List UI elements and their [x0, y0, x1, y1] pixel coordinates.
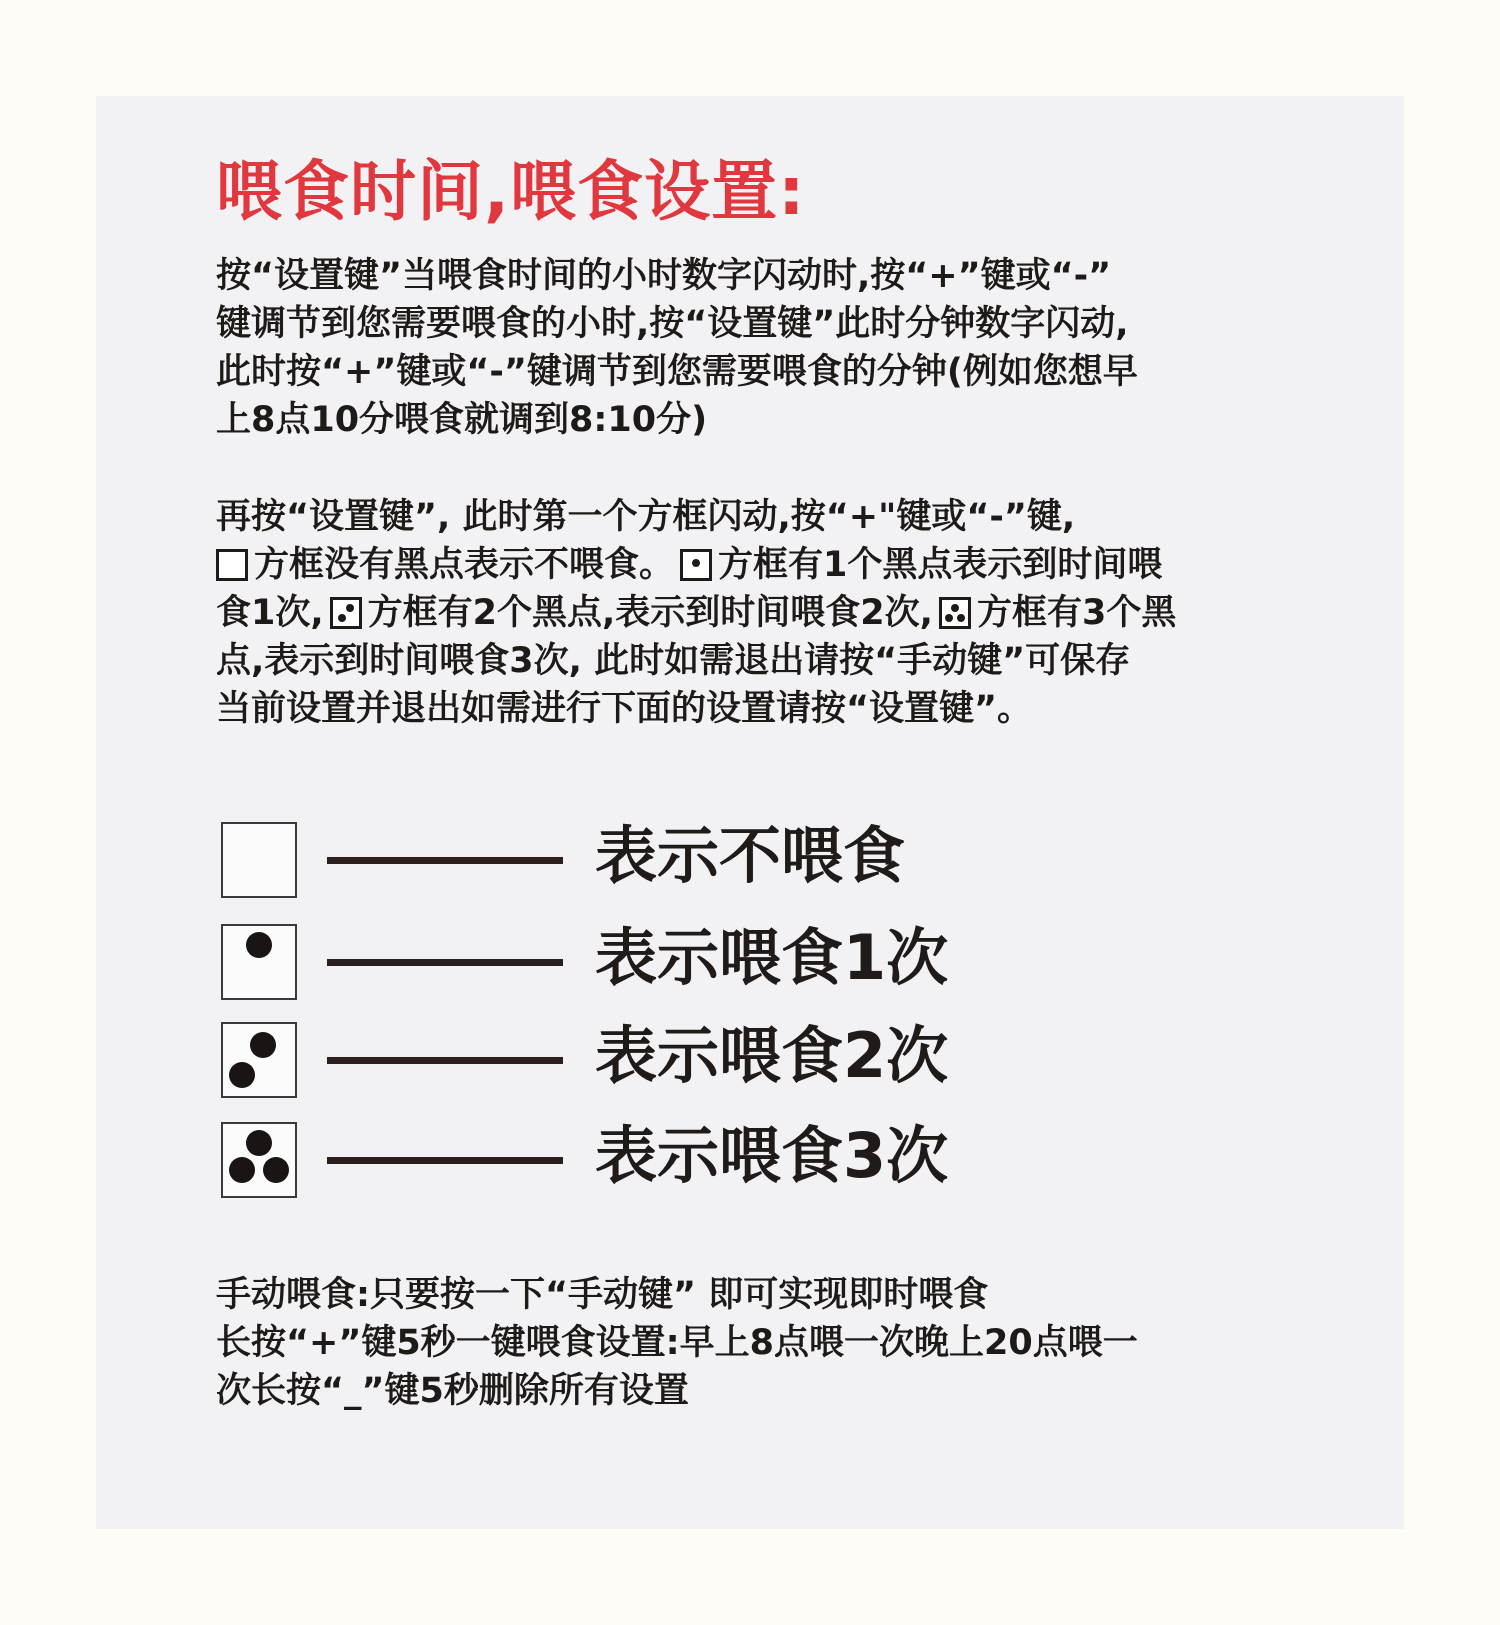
- legend-row-feed-twice: [221, 1019, 1121, 1098]
- legend-connector-line: [327, 857, 563, 864]
- legend-row-feed-once: [221, 921, 1121, 1000]
- one-dot-box-icon: [221, 924, 297, 1000]
- legend-row-feed-three-times: [221, 1119, 1121, 1198]
- text-line: 上8点10分喂食就调到8:10分): [216, 400, 708, 440]
- text-line: 点,表示到时间喂食3次, 此时如需退出请按“手动键”可保存: [216, 641, 1131, 681]
- text-line: 次长按“_”键5秒删除所有设置: [216, 1371, 689, 1411]
- legend-connector-line: [327, 1157, 563, 1164]
- one-dot-box-icon: [680, 549, 712, 581]
- text-segment: 方框有3个黑: [976, 593, 1177, 633]
- text-line: 当前设置并退出如需进行下面的设置请按“设置键”。: [216, 689, 1033, 729]
- text-line: 此时按“+”键或“-”键调节到您需要喂食的分钟(例如您想早: [216, 352, 1138, 392]
- legend-row-no-feed: [221, 819, 1121, 898]
- hour-minute-instructions: [216, 252, 1316, 444]
- legend-label: 表示不喂食: [595, 819, 906, 892]
- text-line: 长按“+”键5秒一键喂食设置:早上8点喂一次晚上20点喂一: [216, 1323, 1138, 1363]
- empty-box-icon: [216, 549, 248, 581]
- legend-label: 表示喂食3次: [595, 1119, 949, 1192]
- manual-feed-instructions: [216, 1271, 1316, 1415]
- text-line: 按“设置键”当喂食时间的小时数字闪动时,按“+”键或“-”: [216, 256, 1112, 296]
- text-segment: 方框没有黑点表示不喂食。: [254, 545, 675, 585]
- text-line: 键调节到您需要喂食的小时,按“设置键”此时分钟数字闪动,: [216, 304, 1129, 344]
- legend-connector-line: [327, 959, 563, 966]
- text-line: [216, 589, 1316, 637]
- three-dot-box-icon: [221, 1122, 297, 1198]
- page-title: 喂食时间,喂食设置:: [216, 153, 806, 230]
- three-dot-box-icon: [939, 597, 971, 629]
- legend-connector-line: [327, 1057, 563, 1064]
- text-segment: 食1次,: [216, 593, 324, 633]
- text-segment: 方框有1个黑点表示到时间喂: [718, 545, 1163, 585]
- legend-label: 表示喂食1次: [595, 921, 949, 994]
- two-dot-box-icon: [221, 1022, 297, 1098]
- legend-label: 表示喂食2次: [595, 1019, 949, 1092]
- text-line: [216, 541, 1316, 589]
- text-segment: 方框有2个黑点,表示到时间喂食2次,: [367, 593, 933, 633]
- two-dot-box-icon: [330, 597, 362, 629]
- text-line: 手动喂食:只要按一下“手动键” 即可实现即时喂食: [216, 1275, 989, 1315]
- box-setting-instructions: [216, 493, 1316, 733]
- empty-box-icon: [221, 822, 297, 898]
- text-line: 再按“设置键”, 此时第一个方框闪动,按“+"键或“-”键,: [216, 497, 1076, 537]
